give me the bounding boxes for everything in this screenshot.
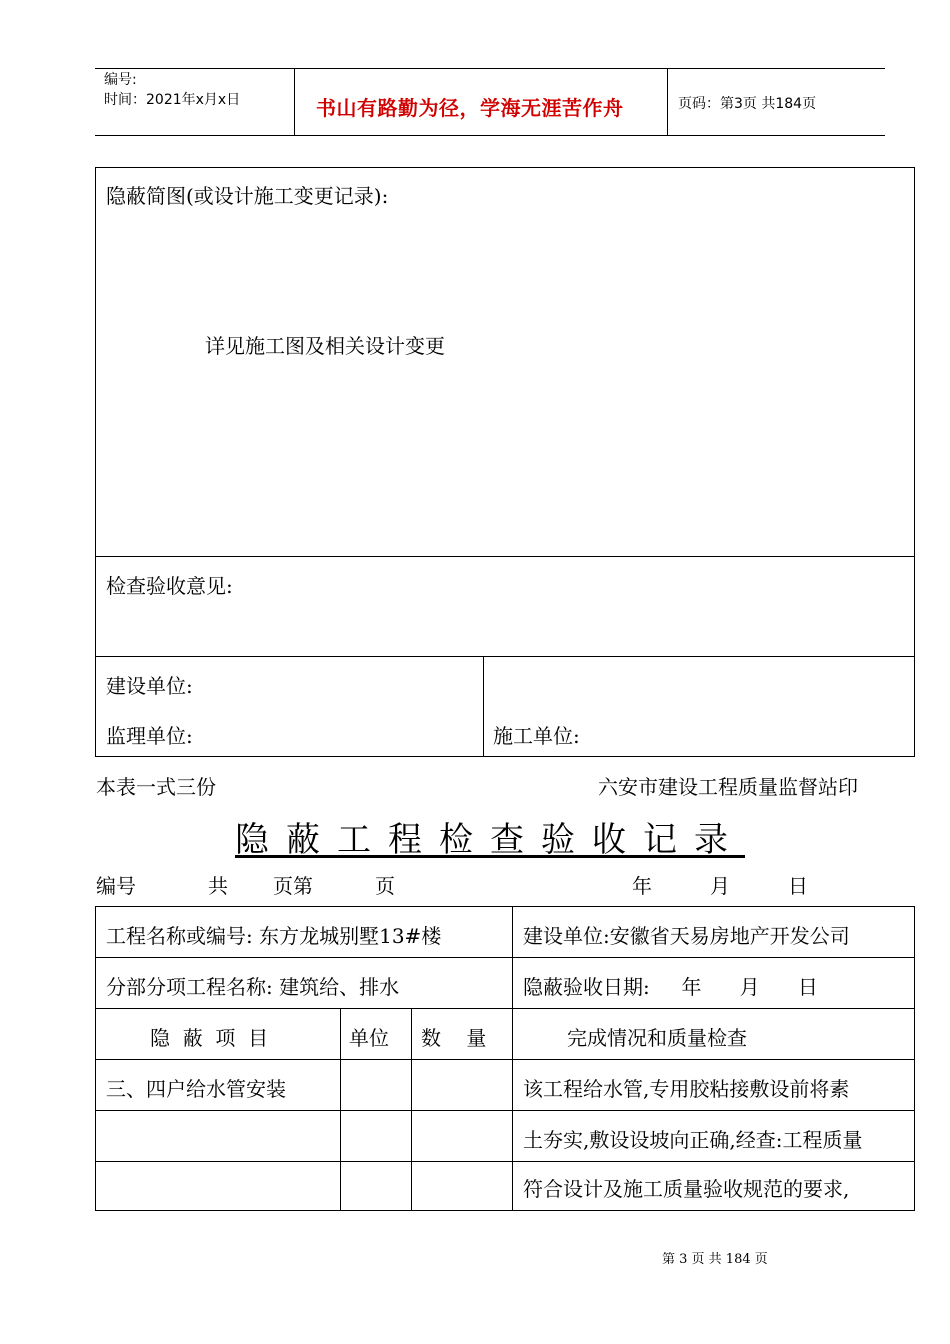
construction-unit-label: 建设单位: xyxy=(106,674,193,698)
col-result-header: 完成情况和质量检查 xyxy=(567,1026,747,1050)
table-row-unit-cell xyxy=(340,1161,412,1211)
header-divider-1 xyxy=(294,68,295,135)
table-row-result: 符合设计及施工质量验收规范的要求, xyxy=(523,1177,850,1201)
table-row-unit-cell xyxy=(340,1110,412,1162)
header-motto: 书山有路勤为径，学海无涯苦作舟 xyxy=(316,96,624,120)
table-row-result: 该工程给水管,专用胶粘接敷设前将素 xyxy=(523,1077,850,1101)
supervision-unit-label: 监理单位: xyxy=(106,724,193,748)
sketch-content: 详见施工图及相关设计变更 xyxy=(205,334,445,358)
table-row-quantity-cell xyxy=(411,1161,513,1211)
copies-note: 本表一式三份 xyxy=(96,775,216,799)
table-row-result: 土夯实,敷设设坡向正确,经查:工程质量 xyxy=(523,1128,863,1152)
meta-number: 编号 xyxy=(96,874,136,898)
header-page-code: 页码：第3页 共184页 xyxy=(678,96,817,112)
stamp-note: 六安市建设工程质量监督站印 xyxy=(598,775,858,799)
table-row-unit-cell xyxy=(340,1059,412,1111)
col-unit-header: 单位 xyxy=(349,1026,389,1050)
table-row-item: 三、四户给水管安装 xyxy=(106,1077,286,1101)
record-title: 隐蔽工程检查验收记录 xyxy=(235,820,745,860)
opinion-label: 检查验收意见: xyxy=(106,574,233,598)
acceptance-date: 隐蔽验收日期: 年 月 日 xyxy=(523,975,818,999)
project-name: 工程名称或编号: 东方龙城别墅13#楼 xyxy=(106,924,442,948)
sketch-label: 隐蔽简图(或设计施工变更记录): xyxy=(106,184,389,208)
meta-page-end: 页 xyxy=(375,874,395,898)
meta-year: 年 xyxy=(632,874,652,898)
construction-unit: 建设单位:安徽省天易房地产开发公司 xyxy=(523,924,850,948)
header-top-rule xyxy=(95,68,885,69)
meta-day: 日 xyxy=(788,874,808,898)
header-divider-2 xyxy=(667,68,668,135)
header-time-label: 时间：2021年x月x日 xyxy=(104,92,241,108)
subproject-name: 分部分项工程名称: 建筑给、排水 xyxy=(106,975,400,999)
meta-total: 共 xyxy=(208,874,228,898)
table-row-quantity-cell xyxy=(411,1059,513,1111)
col-quantity-header: 数 量 xyxy=(421,1026,487,1050)
header-number-label: 编号: xyxy=(104,72,137,88)
sketch-cell xyxy=(95,167,915,557)
builder-unit-label: 施工单位: xyxy=(493,724,580,748)
col-item-header: 隐 蔽 项 目 xyxy=(150,1026,269,1050)
meta-month: 月 xyxy=(710,874,730,898)
meta-page: 页第 xyxy=(273,874,313,898)
table-row-item-cell xyxy=(95,1161,341,1211)
table-row-quantity-cell xyxy=(411,1110,513,1162)
table-row-item-cell xyxy=(95,1110,341,1162)
header-bottom-rule xyxy=(95,135,885,136)
page-footer: 第 3 页 共 184 页 xyxy=(662,1252,768,1267)
